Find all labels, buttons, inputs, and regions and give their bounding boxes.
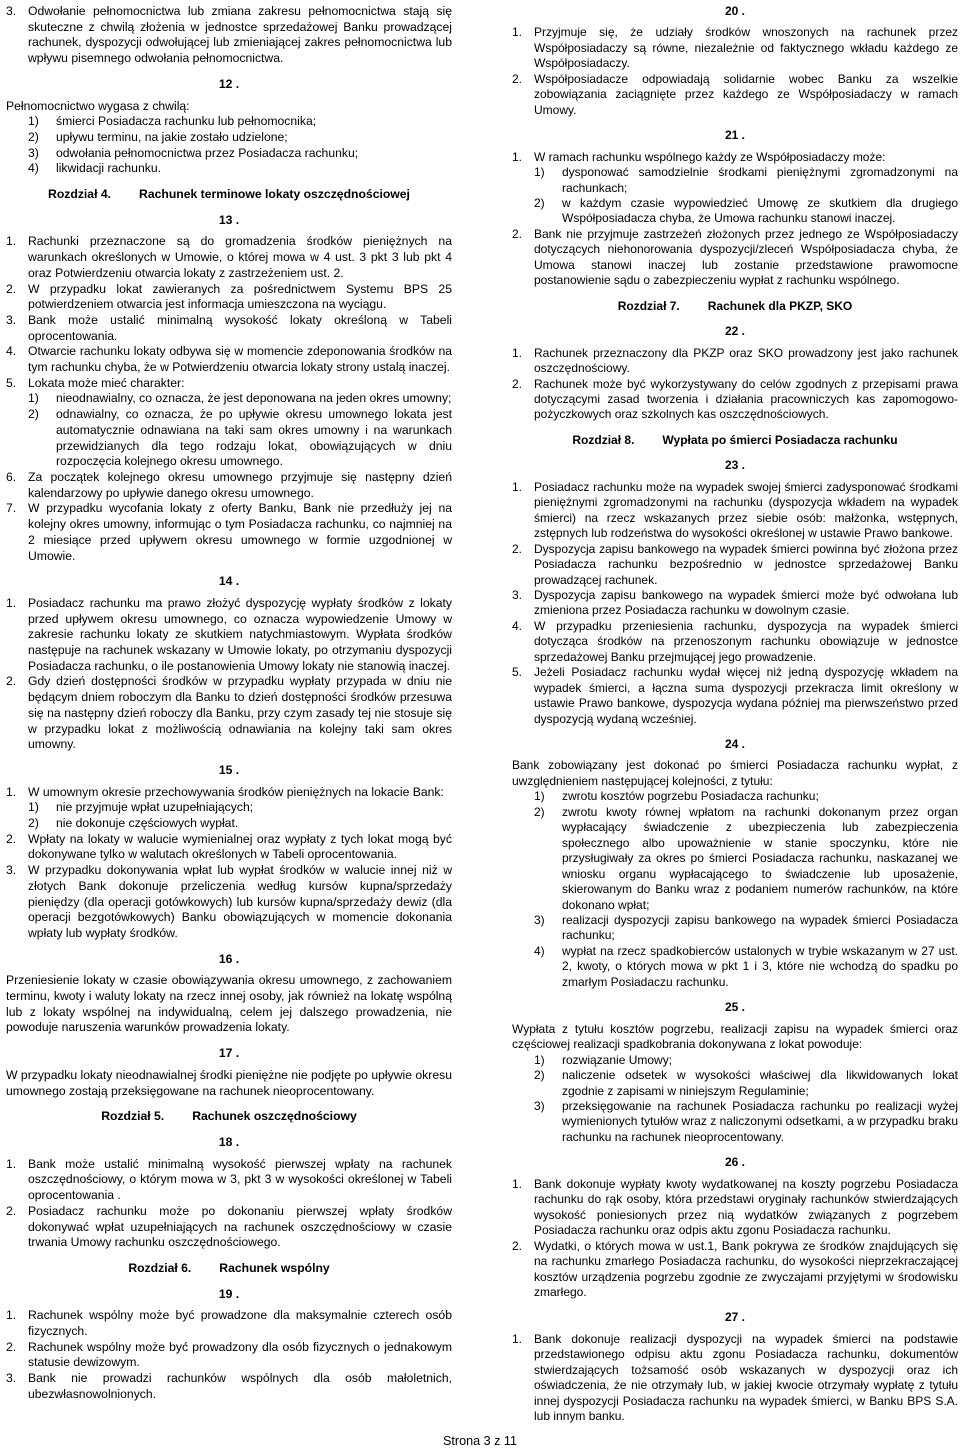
item-text: Współposiadacze odpowiadają solidarnie wobec Banku za wszelkie zobowiązania zaciągnięte przez każdego ze Współposiadaczy w ramach Umowy. [534, 71, 958, 117]
item-number: 1) [28, 114, 39, 129]
item-text: Rachunek wspólny może być prowadzone dla maksymalnie czterech osób fizycznych. [28, 1308, 452, 1339]
item-number: 1. [6, 1308, 17, 1323]
sub-point [6, 800, 452, 816]
numbered-item [6, 1308, 452, 1339]
numbered-item [6, 1157, 452, 1204]
item-number: 1. [6, 595, 17, 610]
item-number: 2. [512, 376, 523, 391]
item-number: 3. [6, 1371, 17, 1386]
sub-point [512, 913, 958, 944]
item-number: 2. [512, 226, 523, 241]
section-heading-15: 15 . [218, 762, 240, 777]
item-number: 2) [28, 407, 39, 422]
item-text: Rachunek przeznaczony dla PKZP oraz SKO prowadzony jest jako rachunek oszczędnościowy. [534, 345, 958, 376]
numbered-item [512, 227, 958, 289]
item-text: Przyjmuje się, że udziały środków wnoszonych na rachunek przez Współposiadaczy są równe, niezależnie od faktycznego wkładu każdego ze Współposiadaczy. [534, 25, 958, 71]
item-text: odnawialny, co oznacza, że po upływie okresu umownego lokata jest automatycznie odnawiana na taki sam okres umowny i na warunkach przewidzianych dla tego rodzaju lokat, obowiązujących w dniu rozpoczęcia kolejnego okresu umownego. [56, 407, 452, 469]
item-text: W przypadku lokat zawieranych za pośrednictwem Systemu BPS 25 potwierdzeniem otwarcia jest informacja umieszczona na wyciągu. [28, 281, 452, 312]
item-number: 4) [28, 161, 39, 176]
chapter-label: Rozdział 8. [572, 432, 635, 447]
item-text: Dyspozycja zapisu bankowego na wypadek śmierci powinna być złożona przez Posiadacza rachunku bezpośrednio w jednostce sprzedażowej Banku prowadzącej rachunek. [534, 541, 958, 587]
item-text: upływu terminu, na jakie zostało udzielone; [56, 129, 288, 144]
item-text: nie dokonuje częściowych wypłat. [56, 816, 239, 831]
chapter-heading-4 [6, 187, 452, 203]
item-text: Gdy dzień dostępności środków w przypadku wypłaty przypada w dniu nie będącym dniem roboczym dla Banku to dzień dostępności środków przesuwa się na następny dzień roboczy dla Banku, przy czym zasady tej nie stosuje się w przypadku lokat z możliwością odnawiania na kolejny taki sam okres umowny. [28, 674, 452, 752]
item-number: 1. [512, 149, 523, 164]
item-text: odwołania pełnomocnictwa przez Posiadacza rachunku; [56, 145, 359, 160]
numbered-item [6, 344, 452, 375]
chapter-heading-6 [6, 1261, 452, 1277]
item-text: W ramach rachunku wspólnego każdy ze Współposiadaczy może: [534, 149, 886, 164]
chapter-label: Rozdział 5. [101, 1109, 165, 1124]
item-text: likwidacji rachunku. [56, 161, 161, 176]
numbered-item [512, 1177, 958, 1239]
left-column [6, 4, 452, 1403]
item-number: 2) [534, 195, 545, 210]
item-number: 7. [6, 501, 17, 516]
section-heading-27: 27 . [724, 1310, 745, 1325]
item-number: 3. [6, 4, 17, 18]
item-text: W przypadku przeniesienia rachunku, dyspozycja na wypadek śmierci dotycząca środków na przenoszonym rachunku obowiązuje w jednostce sprzedażowej Banku przejmującej jego prowadzenie. [534, 618, 958, 664]
item-number: 2) [28, 816, 39, 831]
item-text: W umownym okresie przechowywania środków pieniężnych na lokacie Bank: [28, 784, 444, 799]
chapter-title: Rachunek terminowe lokaty oszczędnościowej [139, 187, 410, 202]
item-number: 3. [6, 863, 17, 878]
item-text: Rachunek wspólny może być prowadzony dla osób fizycznych o jednakowym statusie dewizowym. [28, 1339, 452, 1370]
item-text: naliczenie odsetek w wysokości właściwej dla likwidowanych lokat zgodnie z zapisami w niniejszym Regulaminie; [562, 1068, 958, 1098]
sub-point [6, 391, 452, 407]
item-text: Bank dokonuje wypłaty kwoty wydatkowanej na koszty pogrzebu Posiadacza rachunku do rąk osoby, która przedstawi oryginały rachunków stwierdzających wysokość poniesionych przez nią wydatków związanych z pogrzebem Posiadacza rachunku oraz odpis aktu zgonu Posiadacza rachunku. [534, 1176, 958, 1238]
numbered-item [512, 1332, 958, 1425]
right-column [512, 4, 958, 1425]
chapter-label: Rozdział 4. [48, 187, 112, 202]
item-text: Jeżeli Posiadacz rachunku wydał więcej niż jedną dyspozycję wkładem na wypadek śmierci, a łączna suma dyspozycji przekracza limit określony w ustawie Prawo bankowe, dyspozycja wydana później ma pierwszeństwo przed dyspozycją wydaną wcześniej. [534, 665, 958, 726]
numbered-item [512, 377, 958, 423]
item-text: Posiadacz rachunku może po dokonaniu pierwszej wpłaty środków dokonywać wpłat uzupełniających na rachunek oszczędnościowy w czasie trwania Umowy rachunku oszczędnościowego. [28, 1203, 452, 1250]
numbered-item [512, 1239, 958, 1301]
item-number: 1. [512, 1176, 523, 1191]
item-number: 2. [6, 1203, 17, 1218]
section-heading-21: 21 . [724, 128, 745, 143]
item-number: 1. [6, 1156, 17, 1171]
sub-point [6, 816, 452, 832]
section-heading-23: 23 . [724, 458, 745, 473]
numbered-item [6, 1371, 452, 1402]
item-text: Bank może ustalić minimalną wysokość lokaty określoną w Tabeli oprocentowania. [28, 312, 452, 343]
item-number: 2. [512, 541, 523, 556]
section-lead: Pełnomocnictwo wygasa z chwilą: [6, 98, 190, 113]
item-number: 3. [512, 587, 523, 602]
item-number: 3) [534, 1099, 545, 1113]
sub-point [512, 805, 958, 913]
section-heading-13: 13 . [218, 212, 240, 227]
item-text: Bank nie prowadzi rachunków wspólnych dla osób małoletnich, ubezwłasnowolnionych. [28, 1371, 452, 1401]
item-text: nie przyjmuje wpłat uzupełniających; [56, 800, 254, 815]
item-text: Bank dokonuje realizacji dyspozycji na wypadek śmierci na podstawie przedstawionego odpisu aktu zgonu Posiadacza rachunku, dokumentów stwierdzających tożsamość osób wskazanych w dyspozycji oraz ich oświadczenia, że nie otrzymały lub, w jakiej kwocie otrzymały wypłatę z tytułu innej dyspozycji Posiadacza rachunku na wypadek śmierci, w Banku BPS S.A. lub innym banku. [534, 1331, 958, 1424]
item-number: 2. [6, 1339, 17, 1354]
numbered-item [6, 313, 452, 344]
item-text: realizacji dyspozycji zapisu bankowego na wypadek śmierci Posiadacza rachunku; [562, 913, 958, 943]
item-text: Wydatki, o których mowa w ust.1, Bank pokrywa ze środków znajdujących się na rachunku zmarłego Posiadacza rachunku, do wysokości nieprzekraczającej kosztów urządzenia pogrzebu zgodnie ze zwyczajami przyjętymi w środowisku zmarłego. [534, 1238, 958, 1299]
page-footer: Strona 3 z 11 [443, 1434, 517, 1448]
item-number: 1) [534, 165, 545, 180]
numbered-item [6, 863, 452, 942]
item-text: w każdym czasie wypowiedzieć Umowę ze skutkiem dla drugiego Współposiadacza chyba, że Umowa rachunku stanowi inaczej. [562, 195, 958, 226]
chapter-heading-8 [512, 433, 958, 448]
chapter-heading-7 [512, 299, 958, 314]
section-heading-25: 25 . [724, 1000, 745, 1015]
numbered-item [6, 376, 452, 392]
section-lead: Bank zobowiązany jest dokonać po śmierci Posiadacza rachunku wypłat, z uwzględnieniem następującej kolejności, z tytułu: [512, 758, 958, 788]
section-heading-12: 12 . [218, 76, 240, 91]
item-text: nieodnawialny, co oznacza, że jest deponowana na jeden okres umowny; [56, 391, 452, 406]
numbered-item [512, 150, 958, 165]
item-number: 2. [6, 674, 17, 689]
item-number: 6. [6, 469, 17, 484]
item-number: 1. [6, 784, 17, 799]
item-text: Odwołanie pełnomocnictwa lub zmiana zakresu pełnomocnictwa stają się skuteczne z chwilą złożenia w jednostce sprzedażowej Banku prowadzącej rachunek, dyspozycji odwołującej lub zmieniającej zakres pełnomocnictwa lub wpływu pisemnego odwołania pełnomocnictwa. [28, 4, 452, 66]
numbered-item [6, 282, 452, 313]
sub-point [6, 161, 452, 177]
item-text: przeksięgowanie na rachunek Posiadacza rachunku po realizacji wyżej wymienionych tytułów wraz z naliczonymi odsetkami, a w przypadku braku rachunku na rachunek nieoprocentowany. [562, 1099, 958, 1144]
item-number: 4. [6, 344, 17, 359]
item-text: W przypadku wycofania lokaty z oferty Banku, Bank nie przedłuży jej na kolejny okres umowny, informując o tym Posiadacza rachunku, co najmniej na 2 miesiące przed upływem okresu umownego w formie uzgodnionej w Umowie. [28, 501, 452, 563]
numbered-item [6, 785, 452, 801]
item-number: 3) [534, 913, 545, 928]
item-text: Rachunki przeznaczone są do gromadzenia środków pieniężnych na warunkach określonych w Umowie, o której mowa w 4 ust. 3 pkt 3 lub pkt 4 oraz Potwierdzeniu otwarcia lokaty z zastrzeżeniem ust. 2. [28, 234, 452, 280]
item-text: Bank nie przyjmuje zastrzeżeń złożonych przez jednego ze Współposiadaczy dotyczących niehonorowania dyspozycji/zleceń Współposiadacza chyba, że Umowa stanowi inaczej lub zostanie przedstawione prawomocne postanowienie sądu o zabezpieczeniu wypłat z rachunku wspólnego. [534, 226, 958, 288]
item-number: 1. [512, 1331, 523, 1346]
sub-point [512, 789, 958, 804]
item-number: 2. [512, 1238, 523, 1253]
item-number: 1) [534, 1052, 545, 1067]
item-text: zwrotu kwoty równej wpłatom na rachunki dokonanym przez organ wypłacający świadczenie z ubezpieczenia lub zabezpieczenia społecznego albo upoważnienie w stanie spoczynku, które nie przysługiwały za okres po śmierci Posiadacza rachunku, naskazanej we wniosku organu wypłacającego to świadczenie lub uposażenie, skierowanym do Banku wraz z podaniem numerów rachunków, na które dokonano wpłat; [562, 804, 958, 912]
item-number: 2. [512, 71, 523, 86]
numbered-item [6, 674, 452, 753]
sub-point [512, 196, 958, 227]
item-number: 1) [534, 789, 545, 804]
chapter-title: Rachunek oszczędnościowy [192, 1109, 357, 1124]
sub-point [512, 165, 958, 196]
item-text: zwrotu kosztów pogrzebu Posiadacza rachunku; [562, 789, 819, 804]
item-text: Bank może ustalić minimalną wysokość pierwszej wpłaty na rachunek oszczędnościowy, o którym mowa w 3, pkt 3 w wysokości określonej w Tabeli oprocentowania . [28, 1156, 452, 1203]
section-heading-18: 18 . [218, 1135, 240, 1149]
item-text: śmierci Posiadacza rachunku lub pełnomocnika; [56, 114, 317, 129]
sub-point [512, 1068, 958, 1099]
item-text: wypłat na rzecz spadkobierców ustalonych w trybie wskazanym w 27 ust. 2, kwoty, o których mowa w pkt 1 i 3, które nie wchodzą do spadku po zmarłym Posiadaczu rachunku. [562, 943, 958, 989]
numbered-item [6, 470, 452, 501]
item-text: Rachunek może być wykorzystywany do celów zgodnych z przepisami prawa dotyczącymi zasad tworzenia i działania pracowniczych kas zapomogowo-pożyczkowych oraz szkolnych kas oszczędnościowych. [534, 376, 958, 422]
chapter-label: Rozdział 6. [128, 1260, 192, 1275]
item-number: 1) [28, 391, 39, 406]
section-heading-22: 22 . [724, 324, 745, 339]
chapter-title: Wypłata po śmierci Posiadacza rachunku [662, 432, 898, 447]
item-text: Lokata może mieć charakter: [28, 375, 185, 390]
item-number: 5. [6, 375, 17, 390]
chapter-heading-5 [6, 1109, 452, 1125]
item-number: 2) [28, 129, 39, 144]
numbered-item [512, 665, 958, 727]
section-heading-14: 14 . [218, 574, 240, 589]
section-heading-16: 16 . [218, 951, 240, 966]
item-number: 3. [6, 312, 17, 327]
numbered-item [512, 346, 958, 377]
sub-point [6, 146, 452, 162]
sub-point [512, 944, 958, 990]
item-number: 3) [28, 145, 39, 160]
numbered-item [512, 542, 958, 588]
item-text: Posiadacz rachunku ma prawo złożyć dyspozycję wypłaty środków z lokaty przed upływem okresu umownego, co oznacza wypowiedzenie Umowy w zakresie rachunku lokaty ze skutkiem natychmiastowym. Wypłata środków następuje na rachunek wskazany w Umowie lokaty, po otrzymaniu dyspozycji Posiadacza rachunku, o ile postanowienia Umowy lokaty nie stanowią inaczej. [28, 595, 452, 673]
sub-point [6, 407, 452, 470]
numbered-item [6, 4, 452, 67]
section-heading-24: 24 . [724, 737, 745, 752]
sub-point [6, 114, 452, 130]
item-text: Posiadacz rachunku może na wypadek swojej śmierci zadysponować środkami pieniężnymi zgromadzonymi na rachunku (dyspozycja wkładem na wypadek śmierci) na rzecz wskazanych przez siebie osób: małżonka, wstępnych, zstępnych lub rodzeństwa do wysokości określonej w ustawie Prawo bankowe. [534, 479, 958, 541]
item-number: 1. [512, 345, 523, 360]
item-text: Otwarcie rachunku lokaty odbywa się w momencie zdeponowania środków na tym rachunku chyba, że w Potwierdzeniu otwarcia lokaty strony ustalą inaczej. [28, 344, 452, 375]
item-text: Wpłaty na lokaty w walucie wymienialnej oraz wypłaty z tych lokat mogą być dokonywane tylko w walutach określonych w Tabeli oprocentowania. [28, 831, 452, 862]
numbered-item [512, 480, 958, 542]
item-number: 4. [512, 618, 523, 633]
chapter-label: Rozdział 7. [617, 298, 680, 313]
numbered-item [512, 588, 958, 619]
numbered-item [6, 234, 452, 281]
item-number: 1. [512, 25, 523, 40]
item-text: rozwiązanie Umowy; [562, 1052, 673, 1067]
sub-point [512, 1053, 958, 1068]
numbered-item [6, 832, 452, 863]
item-number: 1. [512, 479, 523, 494]
item-number: 5. [512, 665, 523, 680]
item-number: 2) [534, 804, 545, 819]
section-heading-20: 20 . [724, 4, 745, 18]
chapter-title: Rachunek wspólny [219, 1260, 330, 1275]
item-text: Za początek kolejnego okresu umownego przyjmuje się następny dzień kalendarzowy po upływie danego okresu umownego. [28, 469, 452, 500]
item-number: 2) [534, 1068, 545, 1083]
numbered-item [6, 1340, 452, 1371]
section-text: Przeniesienie lokaty w czasie obowiązywania okresu umownego, z zachowaniem terminu, kwoty i waluty lokaty na rzecz innej osoby, jak również na lokatę wspólną lub z lokaty wspólnej na indywidualną, celem jej dalszego prowadzenia, nie powoduje naruszenia warunków prowadzenia lokaty. [6, 973, 452, 1035]
section-heading-19: 19 . [218, 1286, 240, 1301]
sub-point [6, 130, 452, 146]
section-lead: Wypłata z tytułu kosztów pogrzebu, realizacji zapisu na wypadek śmierci oraz częściowej realizacji spadkobrania dokonywana z lokat powoduje: [512, 1021, 958, 1052]
numbered-item [6, 596, 452, 675]
item-text: W przypadku dokonywania wpłat lub wypłat środków w walucie innej niż w złotych Bank dokonuje przeliczenia według kursów kupna/sprzedaży pieniędzy (dla operacji gotówkowych) lub kursów kupna/sprzedaży dewiz (dla operacji bezgotówkowych) Banku obowiązujących w momencie dokonania wpłaty lub wypłaty środków. [28, 863, 452, 940]
item-text: Dyspozycja zapisu bankowego na wypadek śmierci może być odwołana lub zmieniona przez Posiadacza rachunku w dowolnym czasie. [534, 587, 958, 618]
section-heading-17: 17 . [218, 1046, 240, 1061]
numbered-item [6, 1204, 452, 1251]
numbered-item [6, 501, 452, 564]
item-number: 2. [6, 831, 17, 846]
chapter-title: Rachunek dla PKZP, SKO [707, 298, 853, 313]
section-text: W przypadku lokaty nieodnawialnej środki pieniężne nie podjęte po upływie okresu umownego zostają przeksięgowane na rachunek nieoprocentowany. [6, 1067, 452, 1098]
numbered-item [512, 72, 958, 118]
sub-point [512, 1099, 958, 1145]
item-number: 1) [28, 800, 39, 815]
numbered-item [512, 25, 958, 71]
item-number: 2. [6, 281, 17, 296]
item-number: 1. [6, 234, 17, 249]
item-text: dysponować samodzielnie środkami pieniężnymi zgromadzonymi na rachunkach; [562, 165, 958, 195]
section-heading-26: 26 . [724, 1155, 745, 1170]
item-number: 4) [534, 943, 545, 958]
numbered-item [512, 619, 958, 665]
